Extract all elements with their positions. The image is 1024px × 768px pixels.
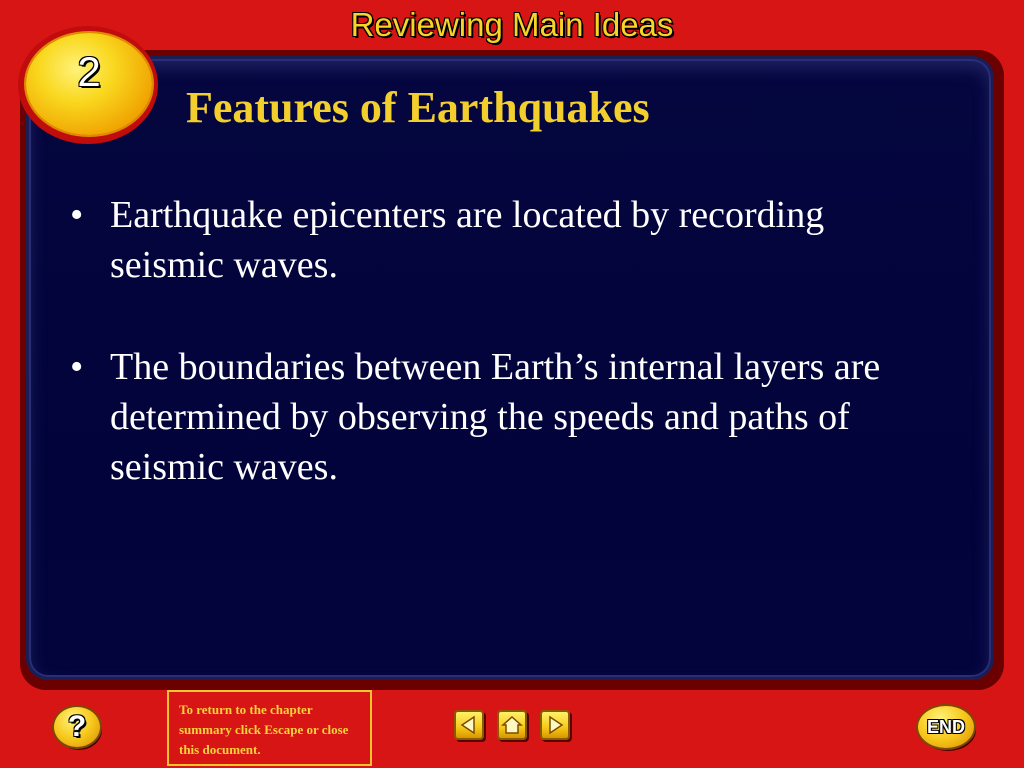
previous-button[interactable] xyxy=(454,710,484,740)
house-icon xyxy=(501,714,523,736)
bullet-item xyxy=(70,342,930,492)
bullet-text: The boundaries between Earth’s internal layers are determined by observing the speeds and paths of seismic waves. xyxy=(110,346,881,488)
next-button[interactable] xyxy=(540,710,570,740)
triangle-right-icon xyxy=(544,714,566,736)
bullet-list xyxy=(70,190,930,544)
bullet-marker: • xyxy=(70,194,84,236)
triangle-left-icon xyxy=(458,714,480,736)
bullet-text: Earthquake epicenters are located by recording seismic waves. xyxy=(110,194,825,286)
slide-title: Features of Earthquakes xyxy=(186,83,650,132)
bullet-item xyxy=(70,190,930,290)
chapter-number: 2 xyxy=(77,48,101,95)
return-note: To return to the chapter summary click Escape or close this document. xyxy=(167,690,372,766)
end-button[interactable]: END xyxy=(918,706,974,748)
bullet-marker: • xyxy=(70,346,84,388)
home-button[interactable] xyxy=(497,710,527,740)
header-title: Reviewing Main Ideas xyxy=(350,6,674,43)
help-button[interactable]: ? xyxy=(54,707,100,747)
